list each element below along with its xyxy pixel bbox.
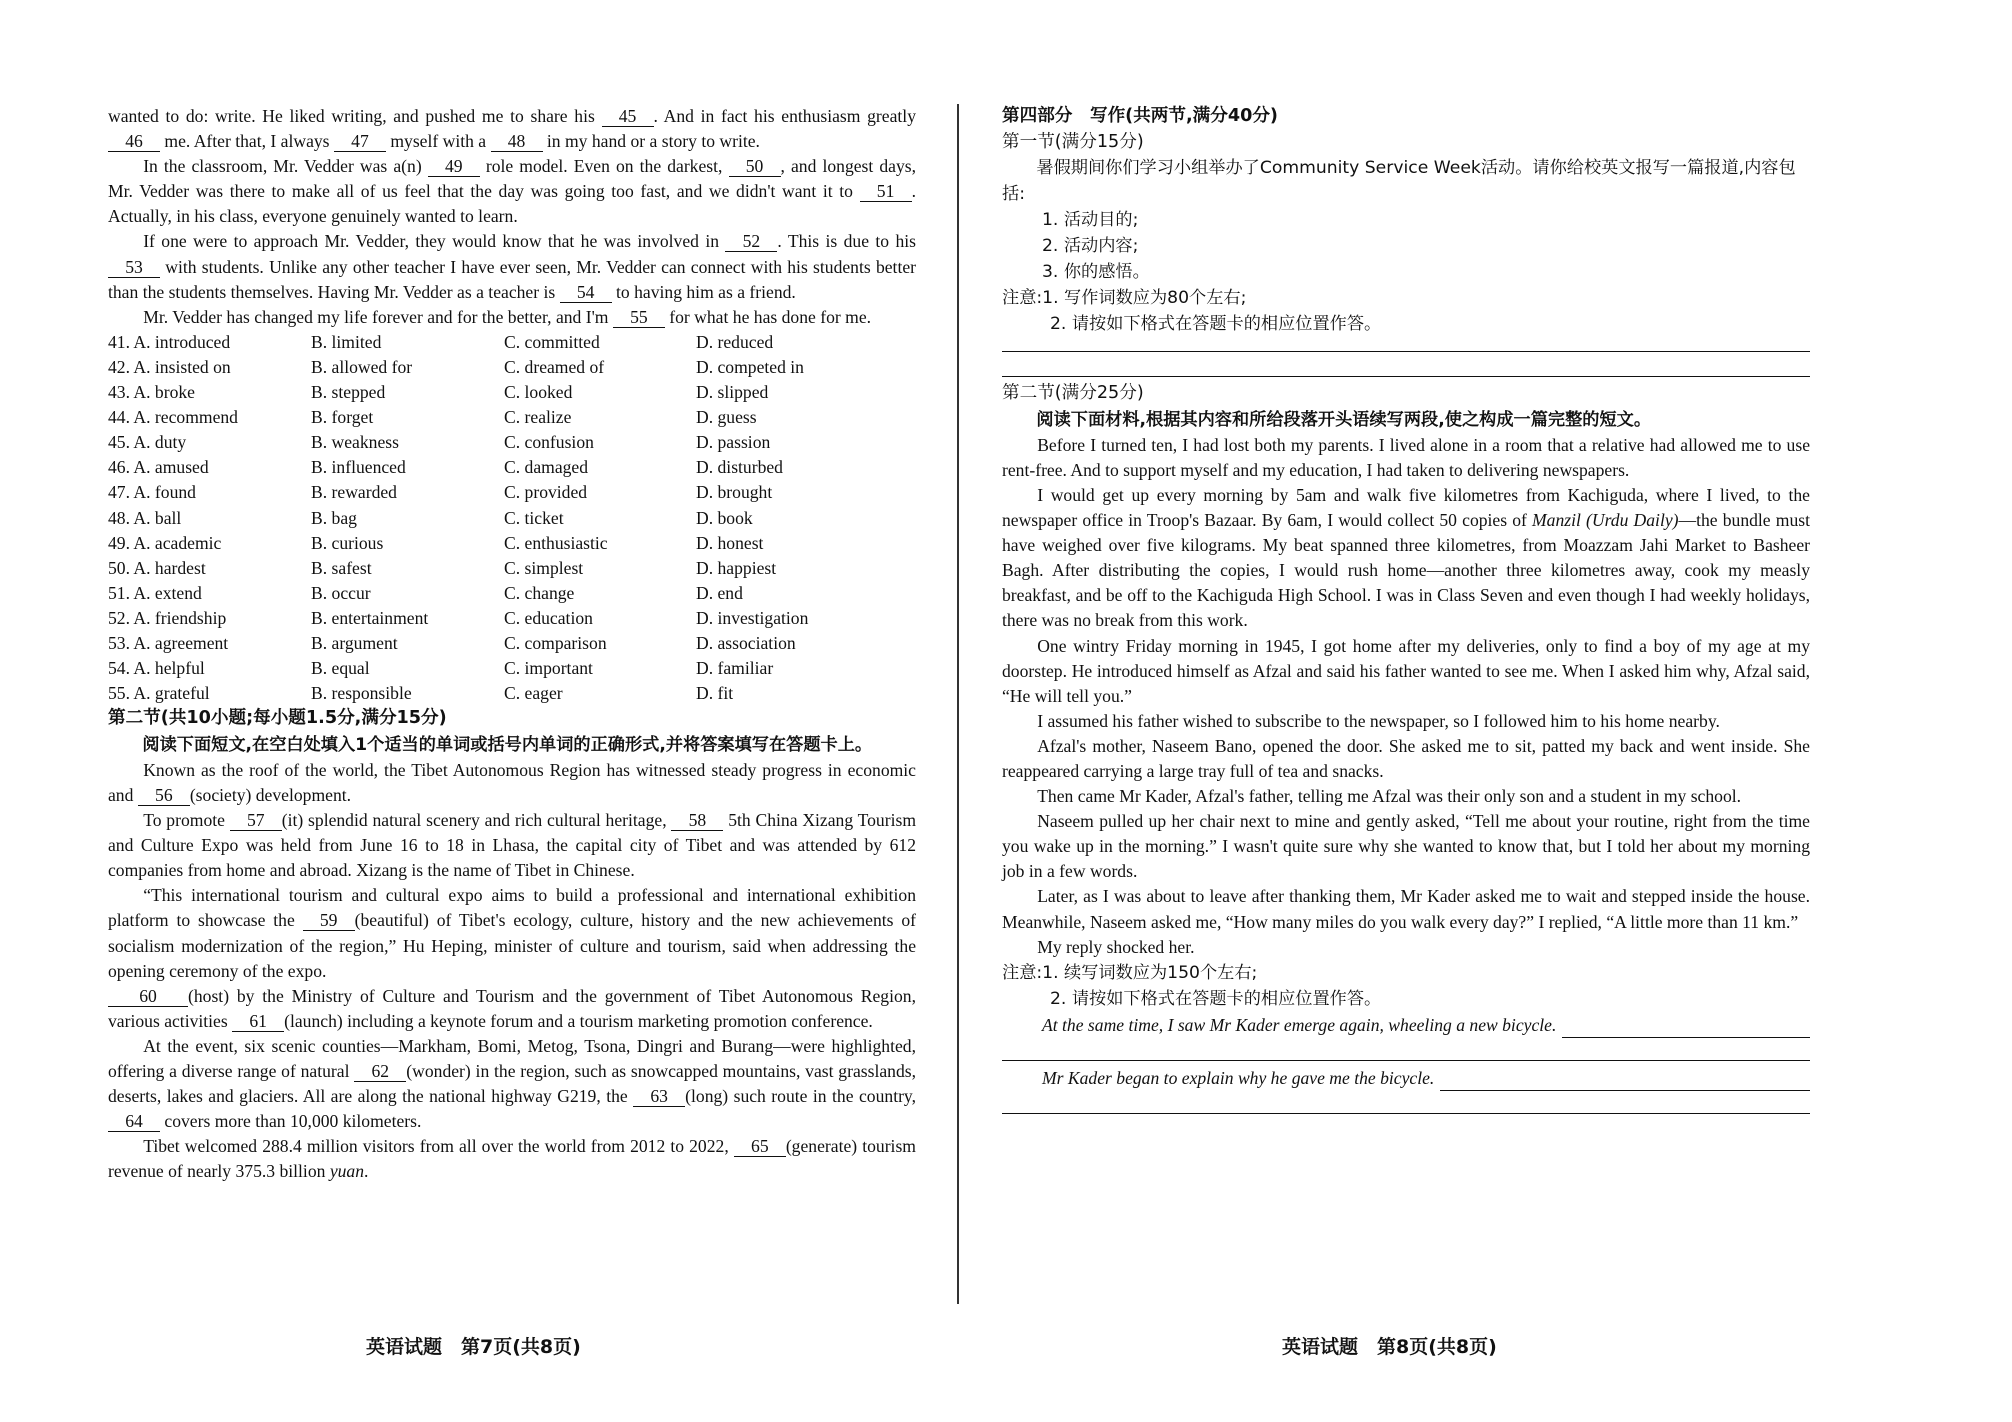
option-c[interactable]: C. committed: [504, 331, 600, 352]
option-d[interactable]: D. slipped: [696, 382, 769, 403]
continuation-starter-1[interactable]: At the same time, I saw Mr Kader emerge again, wheeling a new bicycle.: [1002, 1012, 1810, 1038]
sec1-item-3: 3. 你的感悟。: [1042, 262, 1150, 283]
option-c[interactable]: C. simplest: [504, 557, 584, 578]
option-d[interactable]: D. honest: [696, 532, 764, 553]
option-row-50: [108, 556, 916, 581]
option-b[interactable]: B. occur: [311, 582, 371, 603]
option-c[interactable]: C. confusion: [504, 432, 594, 453]
blank-48[interactable]: 48: [491, 131, 543, 152]
blank-60[interactable]: 60: [108, 986, 188, 1007]
option-c[interactable]: C. realize: [504, 407, 572, 428]
paragraph-tibet-2: To promote 57 (it) splendid natural scenery and rich cultural heritage, 58 5th China Xizang Tourism and Culture Expo was held from June 16 to 18 in Lhasa, the capital city of Tibet and was attended by 612 companies from home and abroad. Xizang is the name of Tibet in Chinese.: [108, 810, 917, 881]
sec1-item-1: 1. 活动目的;: [1042, 210, 1139, 231]
story-paragraph-1: Before I turned ten, I had lost both my parents. I lived alone in a room that a relative had allowed me to use rent-free. And to support myself and my education, I had taken to delivering newspapers.: [1002, 434, 1810, 480]
option-a[interactable]: 52. A. friendship: [108, 607, 227, 628]
option-c[interactable]: C. enthusiastic: [504, 532, 608, 553]
part4-heading: 第四部分 写作(共两节,满分40分): [1002, 106, 1278, 126]
sec1-item-2: 2. 活动内容;: [1042, 236, 1139, 257]
sec1-note-2: 2. 请按如下格式在答题卡的相应位置作答。: [1050, 314, 1382, 335]
paragraph-tibet-5: At the event, six scenic counties—Markham, Bomi, Metog, Tsona, Dingri and Burang—were highlighted, offering a diverse range of natural 62 (wonder) in the region, such as snowcapped mountains, vast grasslands, deserts, lakes and glaciers. All are along the national highway G219, the 63 (long) such route in the country, 64 covers more than 10,000 kilometers.: [108, 1035, 916, 1132]
option-c[interactable]: C. dreamed of: [504, 356, 605, 377]
option-d[interactable]: D. brought: [696, 482, 773, 503]
option-b[interactable]: B. bag: [311, 507, 357, 528]
section2-heading: 第二节(共10小题;每小题1.5分,满分15分): [108, 708, 447, 729]
option-a[interactable]: 51. A. extend: [108, 582, 202, 603]
option-b[interactable]: B. entertainment: [311, 607, 429, 628]
left-page: [108, 104, 916, 1184]
option-c[interactable]: C. comparison: [504, 632, 607, 653]
answer-line: [1002, 376, 1810, 377]
blank-54[interactable]: 54: [560, 282, 612, 303]
blank-65[interactable]: 65: [734, 1136, 786, 1157]
option-row-42: [108, 355, 916, 380]
option-d[interactable]: D. association: [696, 632, 796, 653]
paragraph-approach: If one were to approach Mr. Vedder, they would know that he was involved in 52 . This is due to his 53 with students. Unlike any other teacher I have ever seen, Mr. Vedder can connect with his students better than the students themselves. Having Mr. Vedder as a teacher is 54 to having him as a friend.: [108, 231, 916, 302]
paragraph-tibet-6: Tibet welcomed 288.4 million visitors from all over the world from 2012 to 2022, 65 (generate) tourism revenue of nearly 375.3 billion yuan.: [108, 1136, 916, 1182]
story-paragraph-7: Naseem pulled up her chair next to mine and gently asked, “Tell me about your routine, right from the time you wake up in the morning.” I wasn't quite sure why she wanted to know that, but I told her about my morning job in a few words.: [1002, 811, 1810, 882]
option-a[interactable]: 48. A. ball: [108, 507, 182, 528]
option-row-54: [108, 656, 916, 681]
option-a[interactable]: 41. A. introduced: [108, 331, 231, 352]
story-paragraph-4: I assumed his father wished to subscribe to the newspaper, so I followed him to his home nearby.: [1037, 710, 1720, 731]
section2-instruction: 阅读下面短文,在空白处填入1个适当的单词或括号内单词的正确形式,并将答案填写在答题卡上。: [142, 734, 873, 755]
option-a[interactable]: 53. A. agreement: [108, 632, 229, 653]
sec1-note-1: 注意:1. 写作词数应为80个左右;: [1002, 288, 1247, 309]
option-d[interactable]: D. book: [696, 507, 753, 528]
option-b[interactable]: B. weakness: [311, 432, 399, 453]
option-row-51: [108, 581, 916, 606]
column-divider: [957, 104, 959, 1304]
option-row-43: [108, 380, 916, 405]
option-c[interactable]: C. damaged: [504, 457, 589, 478]
answer-line: [1002, 1060, 1810, 1061]
option-a[interactable]: 55. A. grateful: [108, 683, 210, 704]
paragraph-tibet-4: 60 (host) by the Ministry of Culture and Tourism and the government of Tibet Autonomous Region, various activities 61 (launch) including a keynote forum and a tourism marketing promotion conference.: [108, 985, 916, 1031]
option-d[interactable]: D. investigation: [696, 607, 809, 628]
blank-62[interactable]: 62: [354, 1061, 406, 1082]
option-b[interactable]: B. curious: [311, 532, 384, 553]
blank-58[interactable]: 58: [671, 810, 723, 831]
option-d[interactable]: D. competed in: [696, 356, 804, 377]
option-row-52: [108, 606, 916, 631]
blank-57[interactable]: 57: [230, 810, 282, 831]
story-paragraph-9: My reply shocked her.: [1037, 936, 1195, 957]
continuation-starter-2[interactable]: Mr Kader began to explain why he gave me the bicycle.: [1002, 1065, 1810, 1091]
blank-56[interactable]: 56: [138, 785, 190, 806]
option-row-49: [108, 531, 916, 556]
option-a[interactable]: 42. A. insisted on: [108, 356, 231, 377]
option-a[interactable]: 47. A. found: [108, 482, 196, 503]
blank-46[interactable]: 46: [108, 131, 160, 152]
blank-49[interactable]: 49: [428, 156, 480, 177]
option-a[interactable]: 43. A. broke: [108, 382, 195, 403]
blank-53[interactable]: 53: [108, 257, 160, 278]
answer-line: [1002, 1113, 1810, 1114]
option-b[interactable]: B. forget: [311, 407, 374, 428]
option-d[interactable]: D. guess: [696, 407, 757, 428]
option-b[interactable]: B. equal: [311, 658, 370, 679]
option-row-53: [108, 631, 916, 656]
blank-50[interactable]: 50: [729, 156, 781, 177]
option-b[interactable]: B. responsible: [311, 683, 412, 704]
page-footer-left: 英语试题 第7页(共8页): [366, 1336, 581, 1358]
blank-55[interactable]: 55: [613, 307, 665, 328]
option-c[interactable]: C. provided: [504, 482, 588, 503]
option-d[interactable]: D. end: [696, 582, 743, 603]
option-row-47: [108, 480, 916, 505]
option-c[interactable]: C. education: [504, 607, 593, 628]
option-d[interactable]: D. familiar: [696, 658, 774, 679]
sec2-note-1: 注意:1. 续写词数应为150个左右;: [1002, 962, 1258, 983]
option-a[interactable]: 49. A. academic: [108, 532, 222, 553]
paragraph-tibet-3: “This international tourism and cultural expo aims to build a professional and international exhibition platform to showcase the 59 (beautiful) of Tibet's ecology, culture, history and the new achievements of socialism modernization of the region,” Hu Heping, minister of culture and tourism, said when addressing the opening ceremony of the expo.: [108, 885, 916, 981]
blank-61[interactable]: 61: [232, 1011, 284, 1032]
option-a[interactable]: 45. A. duty: [108, 432, 187, 453]
option-b[interactable]: B. argument: [311, 632, 398, 653]
option-a[interactable]: 54. A. helpful: [108, 658, 205, 679]
blank-52[interactable]: 52: [725, 231, 777, 252]
option-row-41: [108, 330, 916, 355]
blank-47[interactable]: 47: [334, 131, 386, 152]
paragraph-tibet-1: Known as the roof of the world, the Tibet Autonomous Region has witnessed steady progress in economic and 56 (society) development.: [108, 759, 916, 805]
sec1-task: 暑假期间你们学习小组举办了Community Service Week活动。请你给校英文报写一篇报道,内容包括:: [1002, 158, 1796, 205]
option-row-44: [108, 405, 916, 430]
story-paragraph-2: I would get up every morning by 5am and walk five kilometres from Kachiguda, where I lived, to the newspaper office in Troop's Bazaar. By 6am, I would collect 50 copies of Manzil (Urdu Daily)—the bundle must have weighed over five kilograms. My beat spanned three kilometres, from Moazzam Jahi Market to Basheer Bagh. After distributing the copies, I would rush home—another three kilometres away, cook my measly breakfast, and be off to the Kachiguda High School. I was in Class Seven and even though I had weekly holidays, there was no break from this work.: [1002, 484, 1810, 631]
sec2-heading: 第二节(满分25分): [1002, 383, 1144, 404]
option-a[interactable]: 46. A. amused: [108, 457, 209, 478]
blank-59[interactable]: 59: [303, 910, 355, 931]
option-c[interactable]: C. change: [504, 582, 575, 603]
blank-45[interactable]: 45: [602, 106, 654, 127]
sec1-heading: 第一节(满分15分): [1002, 131, 1144, 152]
option-row-48: [108, 506, 916, 531]
story-paragraph-5: Afzal's mother, Naseem Bano, opened the door. She asked me to sit, patted my back and went inside. She reappeared carrying a large tray full of tea and snacks.: [1002, 735, 1810, 781]
option-a[interactable]: 44. A. recommend: [108, 407, 238, 428]
blank-64[interactable]: 64: [108, 1111, 160, 1132]
sec2-instruction: 阅读下面材料,根据其内容和所给段落开头语续写两段,使之构成一篇完整的短文。: [1036, 409, 1652, 430]
paragraph-intro: wanted to do: write. He liked writing, and pushed me to share his 45 . And in fact his enthusiasm greatly 46 me. After that, I always 47 myself with a 48 in my hand or a story to write.: [108, 106, 916, 152]
option-d[interactable]: D. fit: [696, 683, 734, 704]
page-footer-right: 英语试题 第8页(共8页): [1282, 1336, 1497, 1358]
option-row-45: [108, 430, 916, 455]
story-paragraph-6: Then came Mr Kader, Afzal's father, telling me Afzal was their only son and a student in my school.: [1037, 786, 1742, 807]
option-d[interactable]: D. reduced: [696, 331, 774, 352]
option-d[interactable]: D. happiest: [696, 557, 777, 578]
option-a[interactable]: 50. A. hardest: [108, 557, 206, 578]
option-b[interactable]: B. stepped: [311, 382, 386, 403]
sec2-note-2: 2. 请按如下格式在答题卡的相应位置作答。: [1050, 988, 1382, 1009]
story-paragraph-3: One wintry Friday morning in 1945, I got home after my deliveries, only to find a boy of my age at my doorstep. He introduced himself as Afzal and said his father wanted to see me. When I asked him why, Afzal said, “He will tell you.”: [1002, 635, 1810, 706]
story-paragraph-8: Later, as I was about to leave after thanking them, Mr Kader asked me to wait and stepped inside the house. Meanwhile, Naseem asked me, “How many miles do you walk every day?” I replied, “A little more than 11 km.”: [1002, 886, 1810, 932]
paragraph-changed: Mr. Vedder has changed my life forever and for the better, and I'm 55 for what he has done for me.: [143, 306, 872, 327]
answer-line: [1002, 351, 1810, 352]
paragraph-classroom: In the classroom, Mr. Vedder was a(n) 49 role model. Even on the darkest, 50 , and longest days, Mr. Vedder was there to make all of us feel that the day was going too fast, and we didn't want it to 51 . Actually, in his class, everyone genuinely wanted to learn.: [108, 156, 917, 227]
option-row-55: [108, 681, 916, 706]
option-c[interactable]: C. important: [504, 658, 593, 679]
blank-63[interactable]: 63: [633, 1086, 685, 1107]
option-row-46: [108, 455, 916, 480]
option-b[interactable]: B. allowed for: [311, 356, 413, 377]
options-table: [108, 330, 916, 706]
right-page: [1002, 104, 1810, 1114]
option-d[interactable]: D. passion: [696, 432, 771, 453]
option-b[interactable]: B. influenced: [311, 457, 406, 478]
option-c[interactable]: C. looked: [504, 382, 573, 403]
option-b[interactable]: B. rewarded: [311, 482, 397, 503]
option-b[interactable]: B. limited: [311, 331, 382, 352]
option-d[interactable]: D. disturbed: [696, 457, 783, 478]
option-b[interactable]: B. safest: [311, 557, 372, 578]
option-c[interactable]: C. eager: [504, 683, 563, 704]
blank-51[interactable]: 51: [860, 181, 912, 202]
option-c[interactable]: C. ticket: [504, 507, 564, 528]
